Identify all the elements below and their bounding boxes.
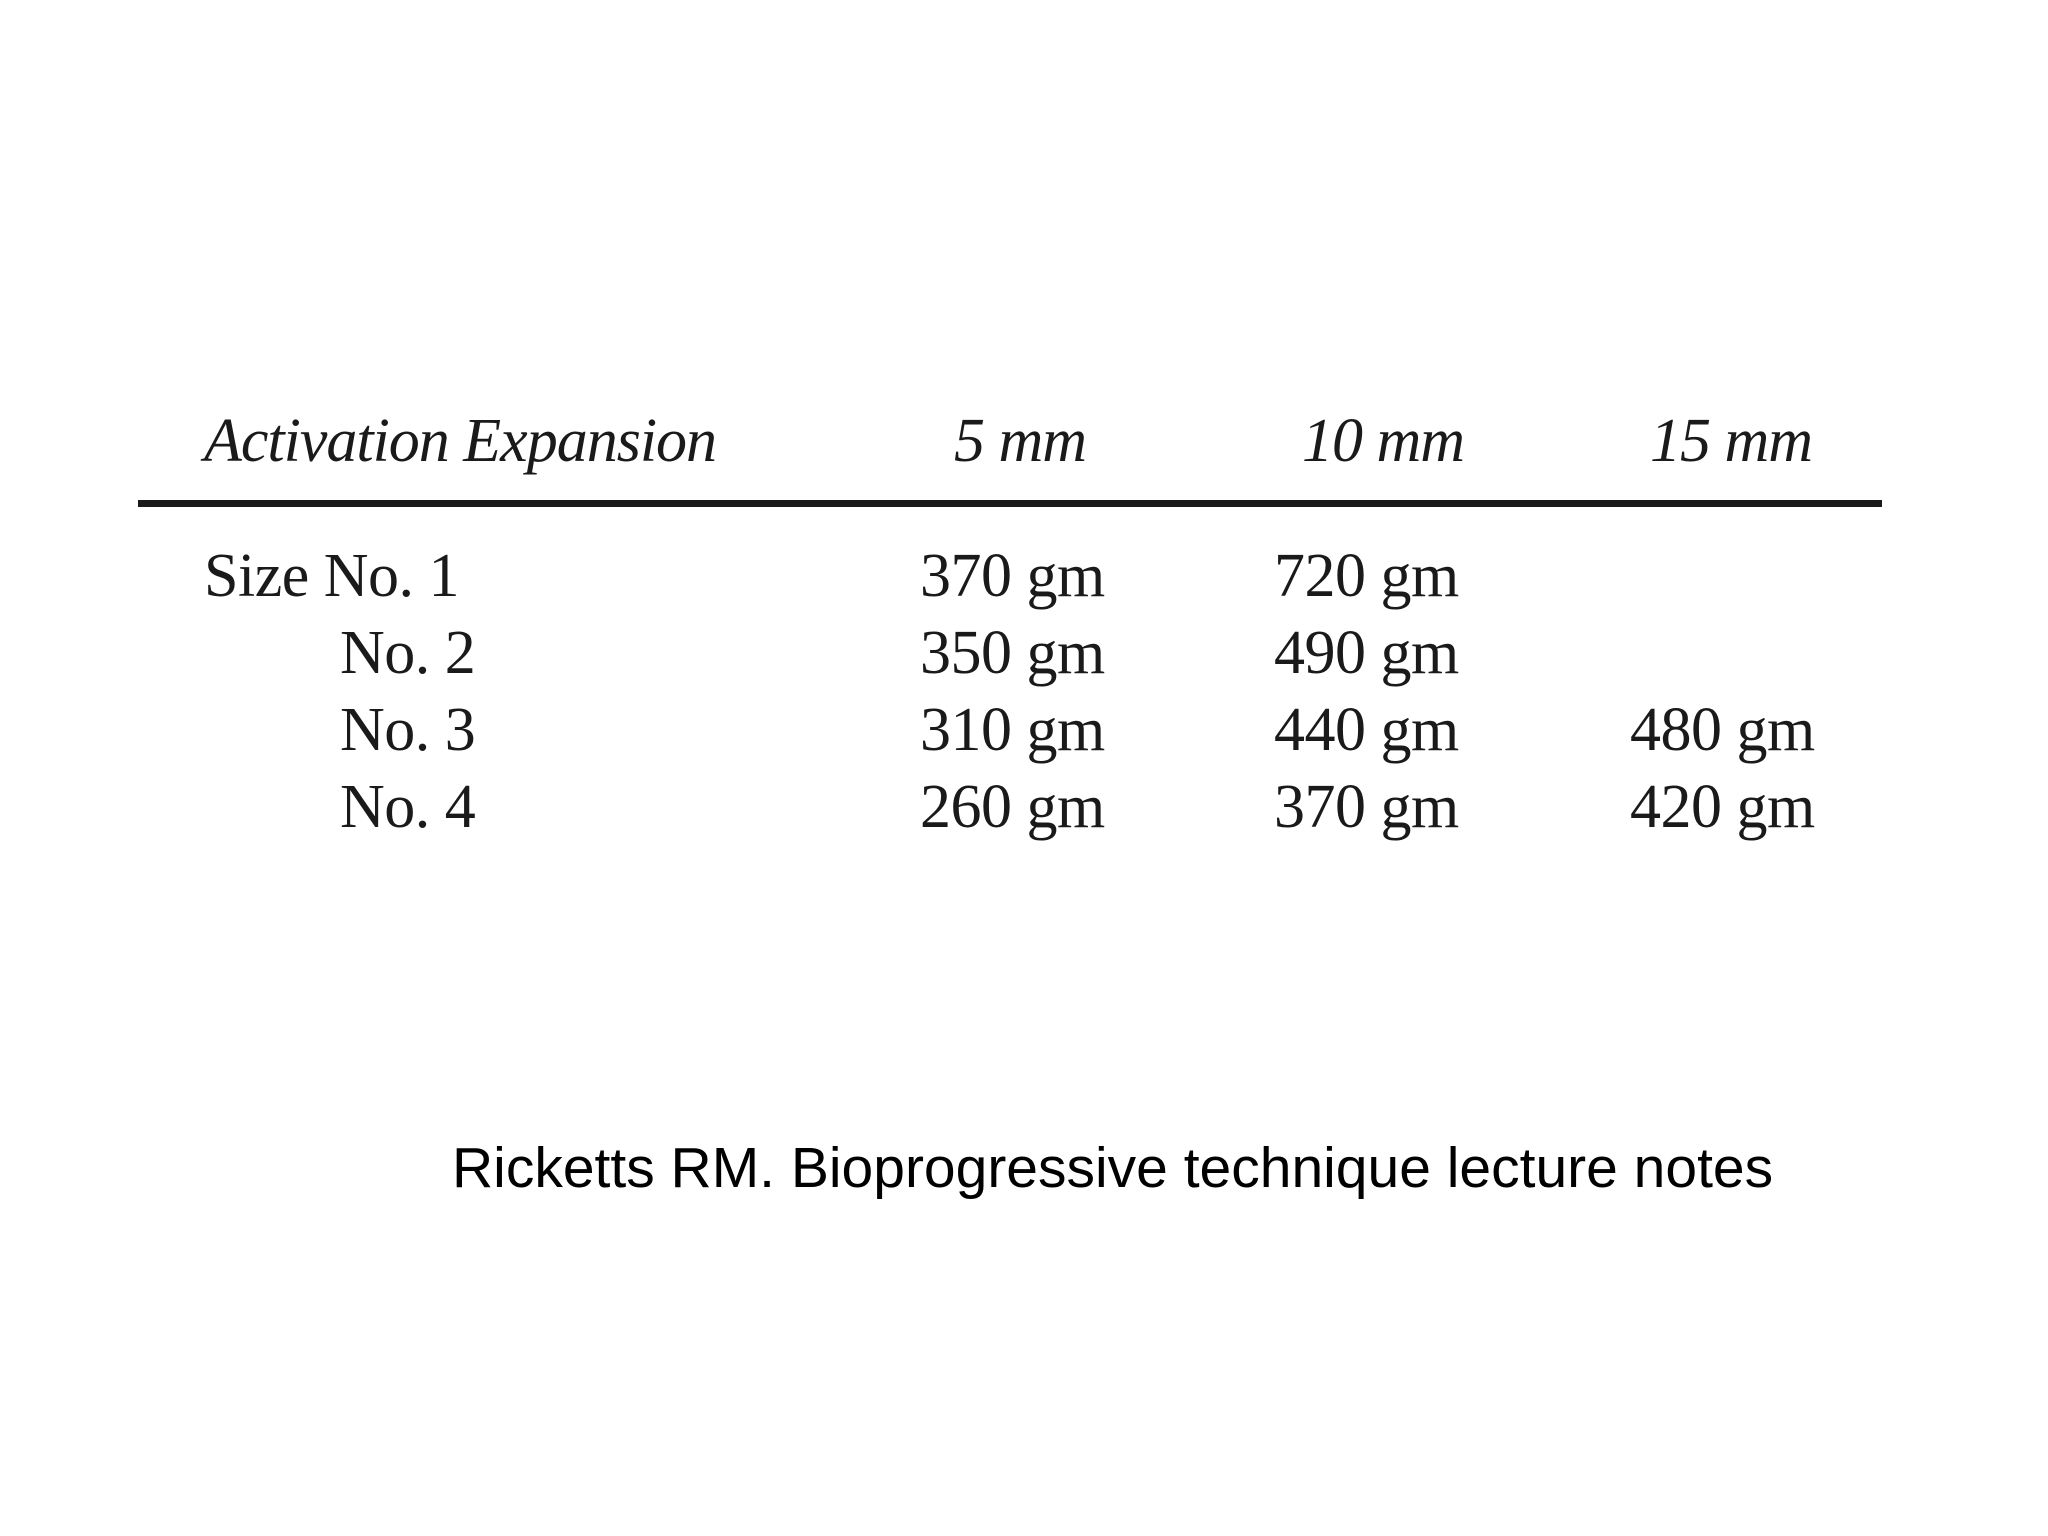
row-label-no-3: No. 3 xyxy=(340,696,476,764)
row-label-no-2: No. 2 xyxy=(340,619,476,687)
header-10mm: 10 mm xyxy=(1302,407,1465,475)
header-rule xyxy=(138,500,1882,507)
cell-size4-5mm: 260 gm xyxy=(920,773,1105,841)
row-label-no-4: No. 4 xyxy=(340,773,476,841)
cell-size2-5mm: 350 gm xyxy=(920,619,1105,687)
cell-size1-5mm: 370 gm xyxy=(920,542,1105,610)
cell-size2-10mm: 490 gm xyxy=(1274,619,1459,687)
cell-size3-10mm: 440 gm xyxy=(1274,696,1459,764)
row-label-size-no-1: Size No. 1 xyxy=(204,542,460,610)
header-15mm: 15 mm xyxy=(1650,407,1813,475)
cell-size3-15mm: 480 gm xyxy=(1630,696,1815,764)
citation-caption: Ricketts RM. Bioprogressive technique lecture notes xyxy=(452,1136,1774,1200)
cell-size4-15mm: 420 gm xyxy=(1630,773,1815,841)
header-activation-expansion: Activation Expansion xyxy=(204,407,717,475)
cell-size3-5mm: 310 gm xyxy=(920,696,1105,764)
cell-size1-10mm: 720 gm xyxy=(1274,542,1459,610)
cell-size4-10mm: 370 gm xyxy=(1274,773,1459,841)
force-table xyxy=(138,390,1882,850)
header-5mm: 5 mm xyxy=(954,407,1087,475)
